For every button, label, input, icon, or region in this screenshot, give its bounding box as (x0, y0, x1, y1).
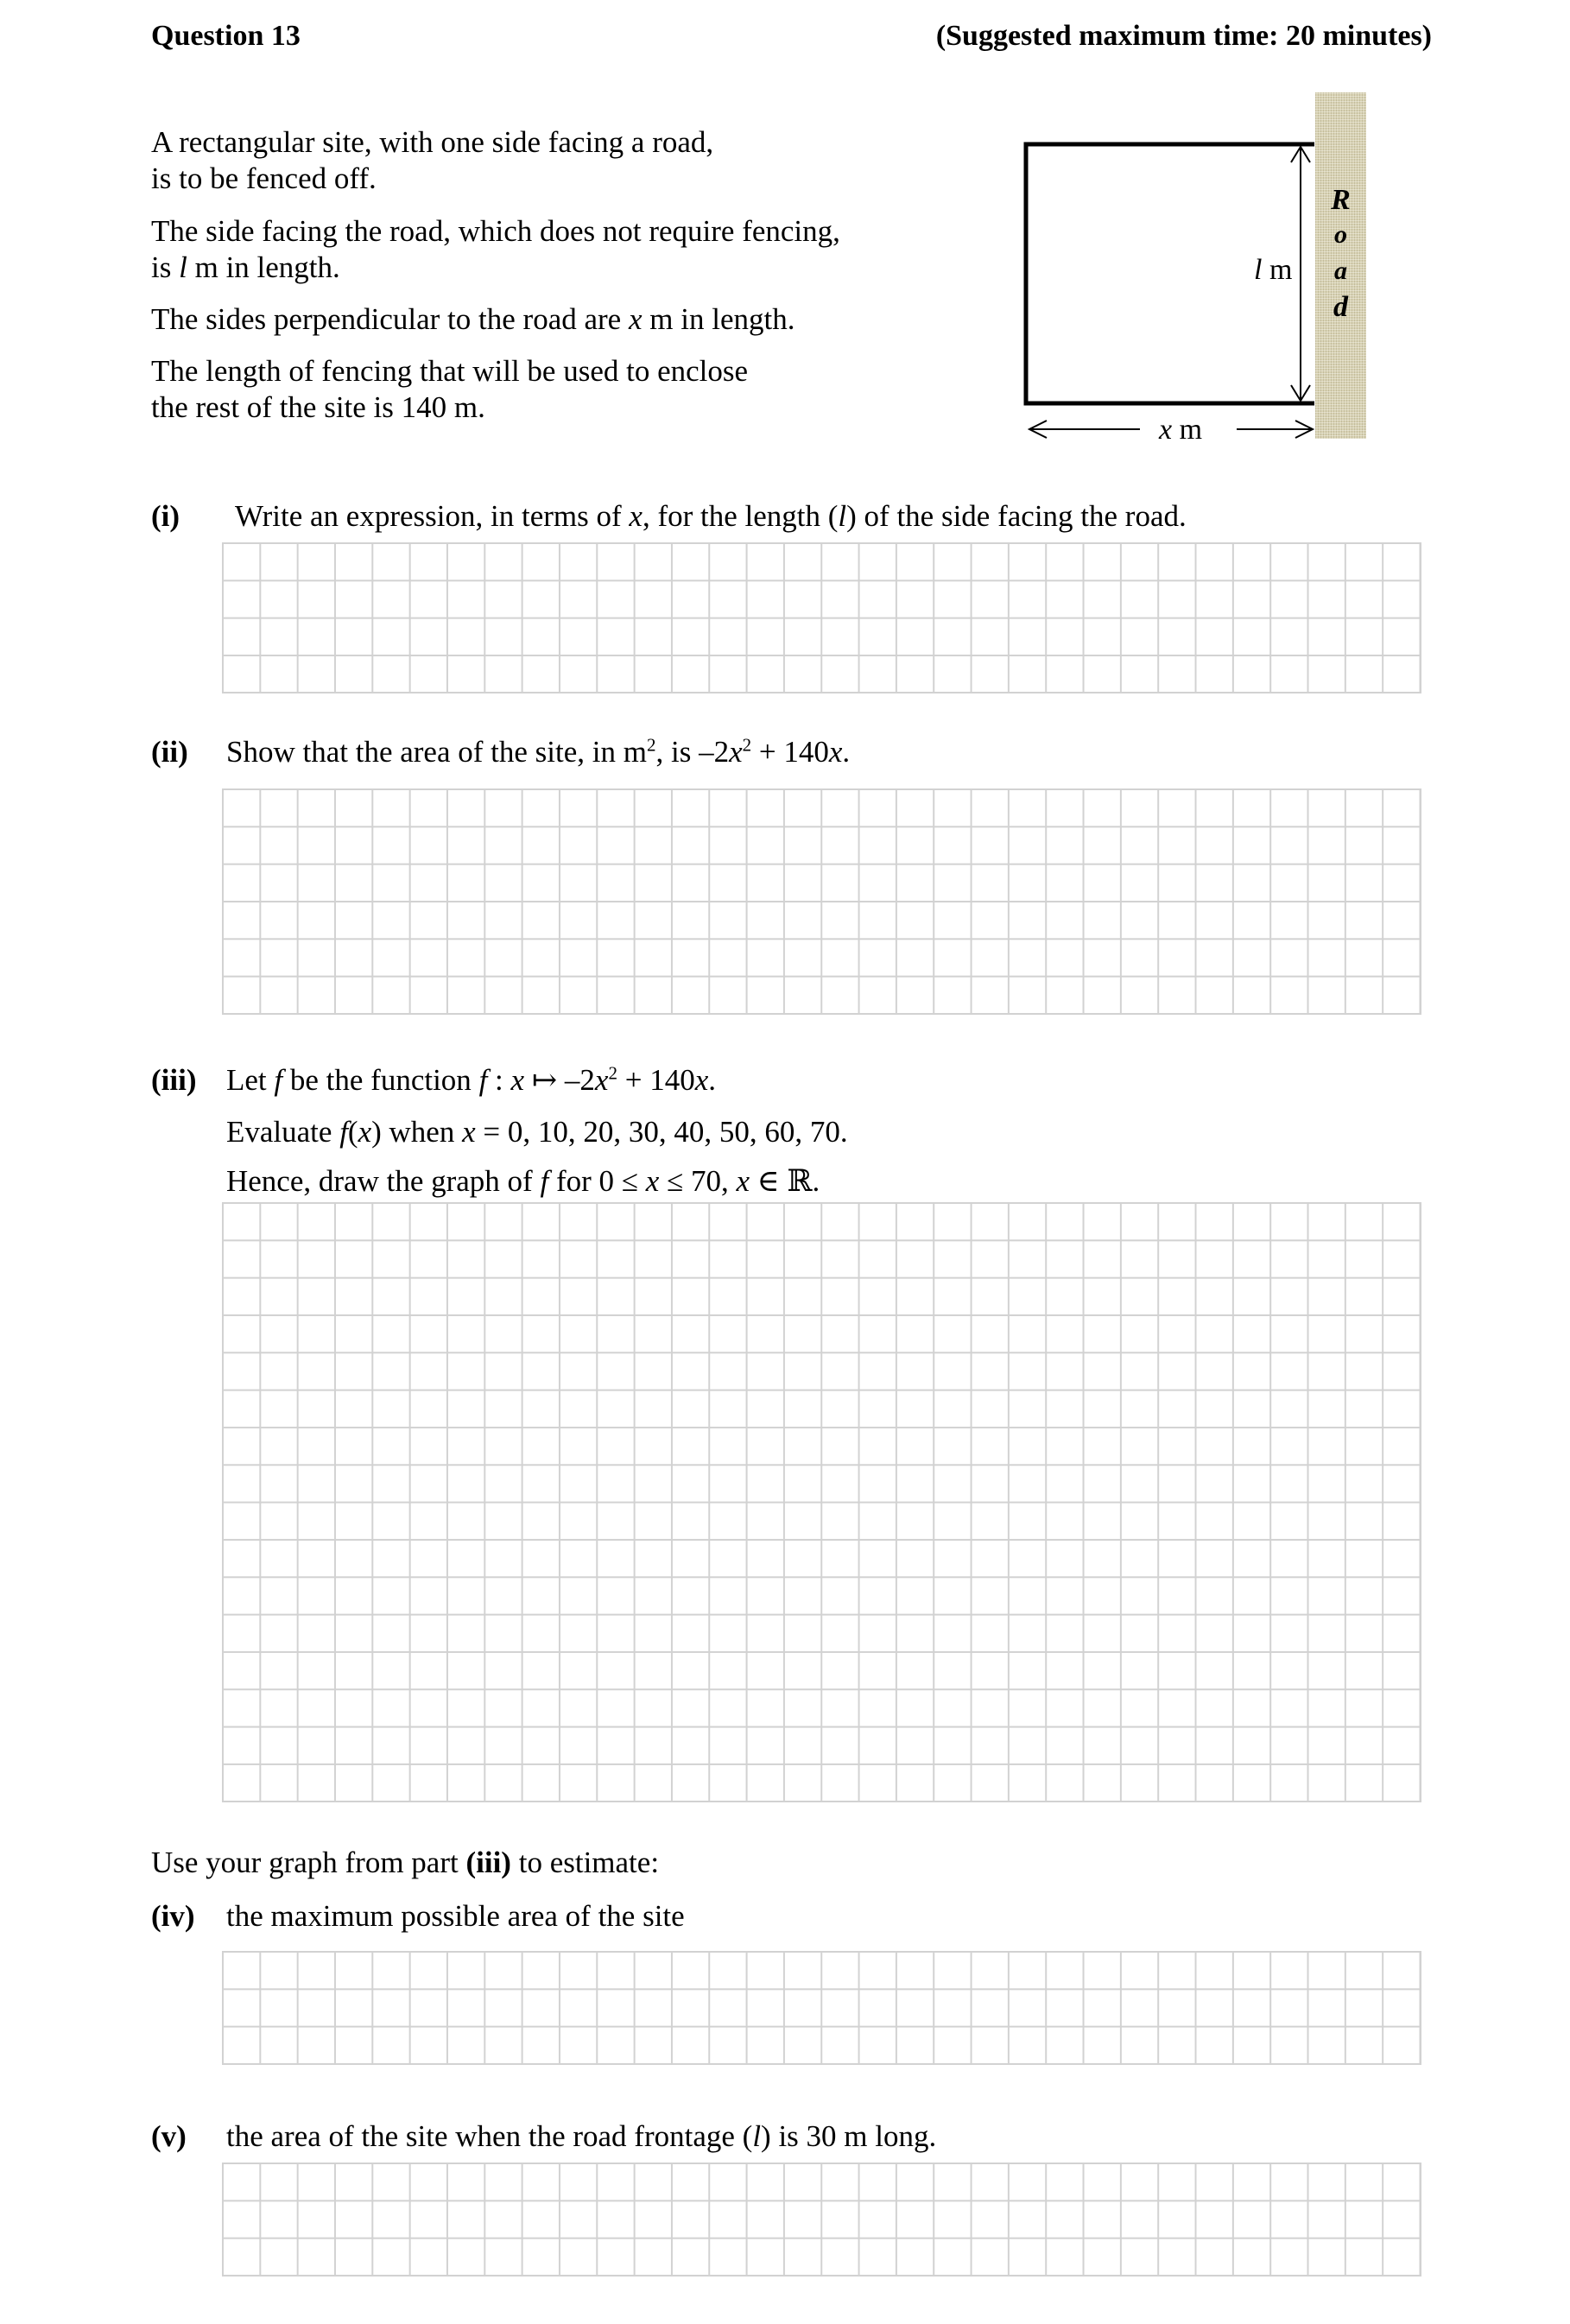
graph-grid-iii[interactable] (222, 1202, 1421, 1802)
answer-grid-i[interactable] (222, 542, 1421, 693)
part-iv-label: (iv) (151, 1899, 195, 1933)
part-i-question: Write an expression, in terms of x, for the length (l) of the side facing the road. (235, 499, 1187, 533)
part-i-label: (i) (151, 499, 180, 533)
suggested-time: (Suggested maximum time: 20 minutes) (935, 20, 1432, 52)
part-iii-line1: Let f be the function f : x ↦ $-2x^2 + 140x$. (226, 1062, 716, 1097)
answer-grid-v[interactable] (222, 2163, 1421, 2277)
part-iii-label: (iii) (151, 1063, 197, 1097)
part-v-label: (v) (151, 2119, 187, 2153)
question-title: Question 13 (151, 20, 301, 52)
road-letter: o (1334, 220, 1347, 249)
intro-p1-line2: is to be fenced off. (151, 161, 377, 195)
road-letter: d (1333, 291, 1348, 323)
answer-grid-iv[interactable] (222, 1951, 1421, 2065)
part-iii-line3: Hence, draw the graph of f for 0 ≤ x ≤ 70, x ∈ ℝ. (226, 1164, 820, 1198)
var-l: l (179, 250, 187, 284)
intro-p2-line1: The side facing the road, which does not require fencing, (151, 214, 840, 248)
intro-p4-line2: the rest of the site is 140 m. (151, 390, 485, 424)
intro-p3: The sides perpendicular to the road are x m in length. (151, 302, 795, 336)
part-ii-question: Show that the area of the site, in $m^2$, is $-2x^2 + 140x$. (226, 734, 851, 769)
road-letter: R (1331, 184, 1351, 216)
part-iv-question: the maximum possible area of the site (226, 1899, 685, 1933)
road-letter: a (1334, 256, 1347, 285)
side-length-label: l m (1254, 254, 1293, 286)
var-x: x (628, 302, 643, 336)
intro-p2-line2: is l m in length. (151, 250, 340, 284)
part-iii-line2: Evaluate f(x) when x = 0, 10, 20, 30, 40, 50, 60, 70. (226, 1115, 848, 1149)
intro-p4-line1: The length of fencing that will be used to enclose (151, 354, 749, 388)
part-v-question: the area of the site when the road frontage (l) is 30 m long. (226, 2119, 937, 2153)
road-strip (1315, 92, 1366, 439)
perpendicular-length-label: x m (1159, 414, 1203, 446)
intro-p1-line1: A rectangular site, with one side facing a road, (151, 125, 714, 159)
answer-grid-ii[interactable] (222, 788, 1421, 1015)
part-ii-label: (ii) (151, 735, 188, 769)
estimate-intro: Use your graph from part (iii) to estimate: (151, 1846, 660, 1879)
